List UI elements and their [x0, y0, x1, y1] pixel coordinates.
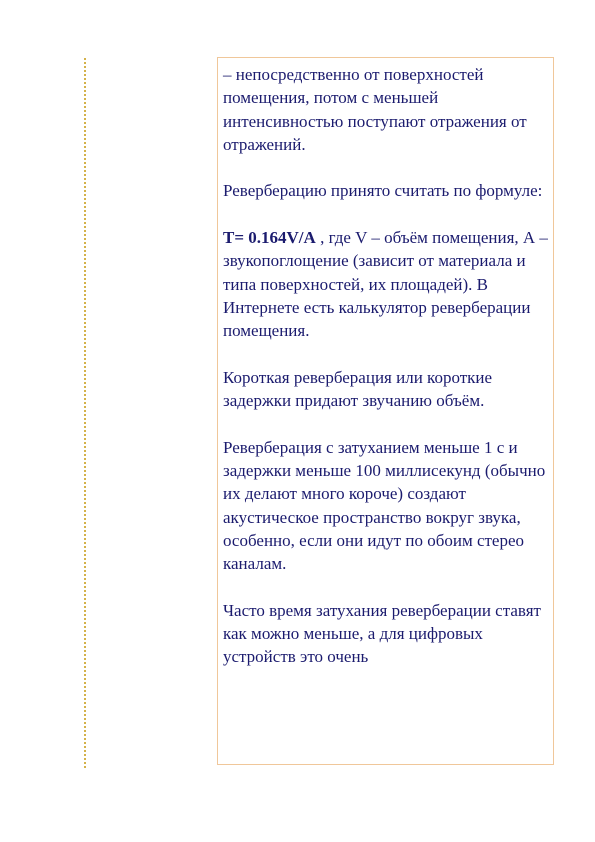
formula-explanation: , где V – объём помещения, А – звукопоглощение (зависит от материала и типа поверхностей, их площадей). В Интернете есть калькулятор реверберации помещения.	[223, 228, 548, 341]
paragraph-formula	[223, 226, 554, 342]
paragraph-short-reverb: Короткая реверберация или короткие задержки придают звучанию объём.	[223, 367, 493, 411]
paragraph-reflections: – непосредственно от поверхностей помещения, потом с меньшей интенсивностью поступают отражения от отражений.	[223, 65, 527, 154]
reverb-formula: T= 0.164V/A	[223, 228, 316, 248]
paragraph-decay-time: Часто время затухания реверберации ставят как можно меньше, а для цифровых устройств это очень	[223, 600, 541, 667]
paragraph-formula-intro: Реверберацию принято считать по формуле:	[223, 181, 543, 201]
paragraph-decay: Реверберация с затуханием меньше 1 с и задержки меньше 100 миллисекунд (обычно их делают много короче) создают акустическое пространство вокруг звука, особенно, если они идут по обоим стерео каналам.	[223, 437, 546, 574]
left-margin-rule	[84, 58, 86, 768]
text-frame	[217, 57, 554, 765]
article-body	[223, 63, 554, 692]
